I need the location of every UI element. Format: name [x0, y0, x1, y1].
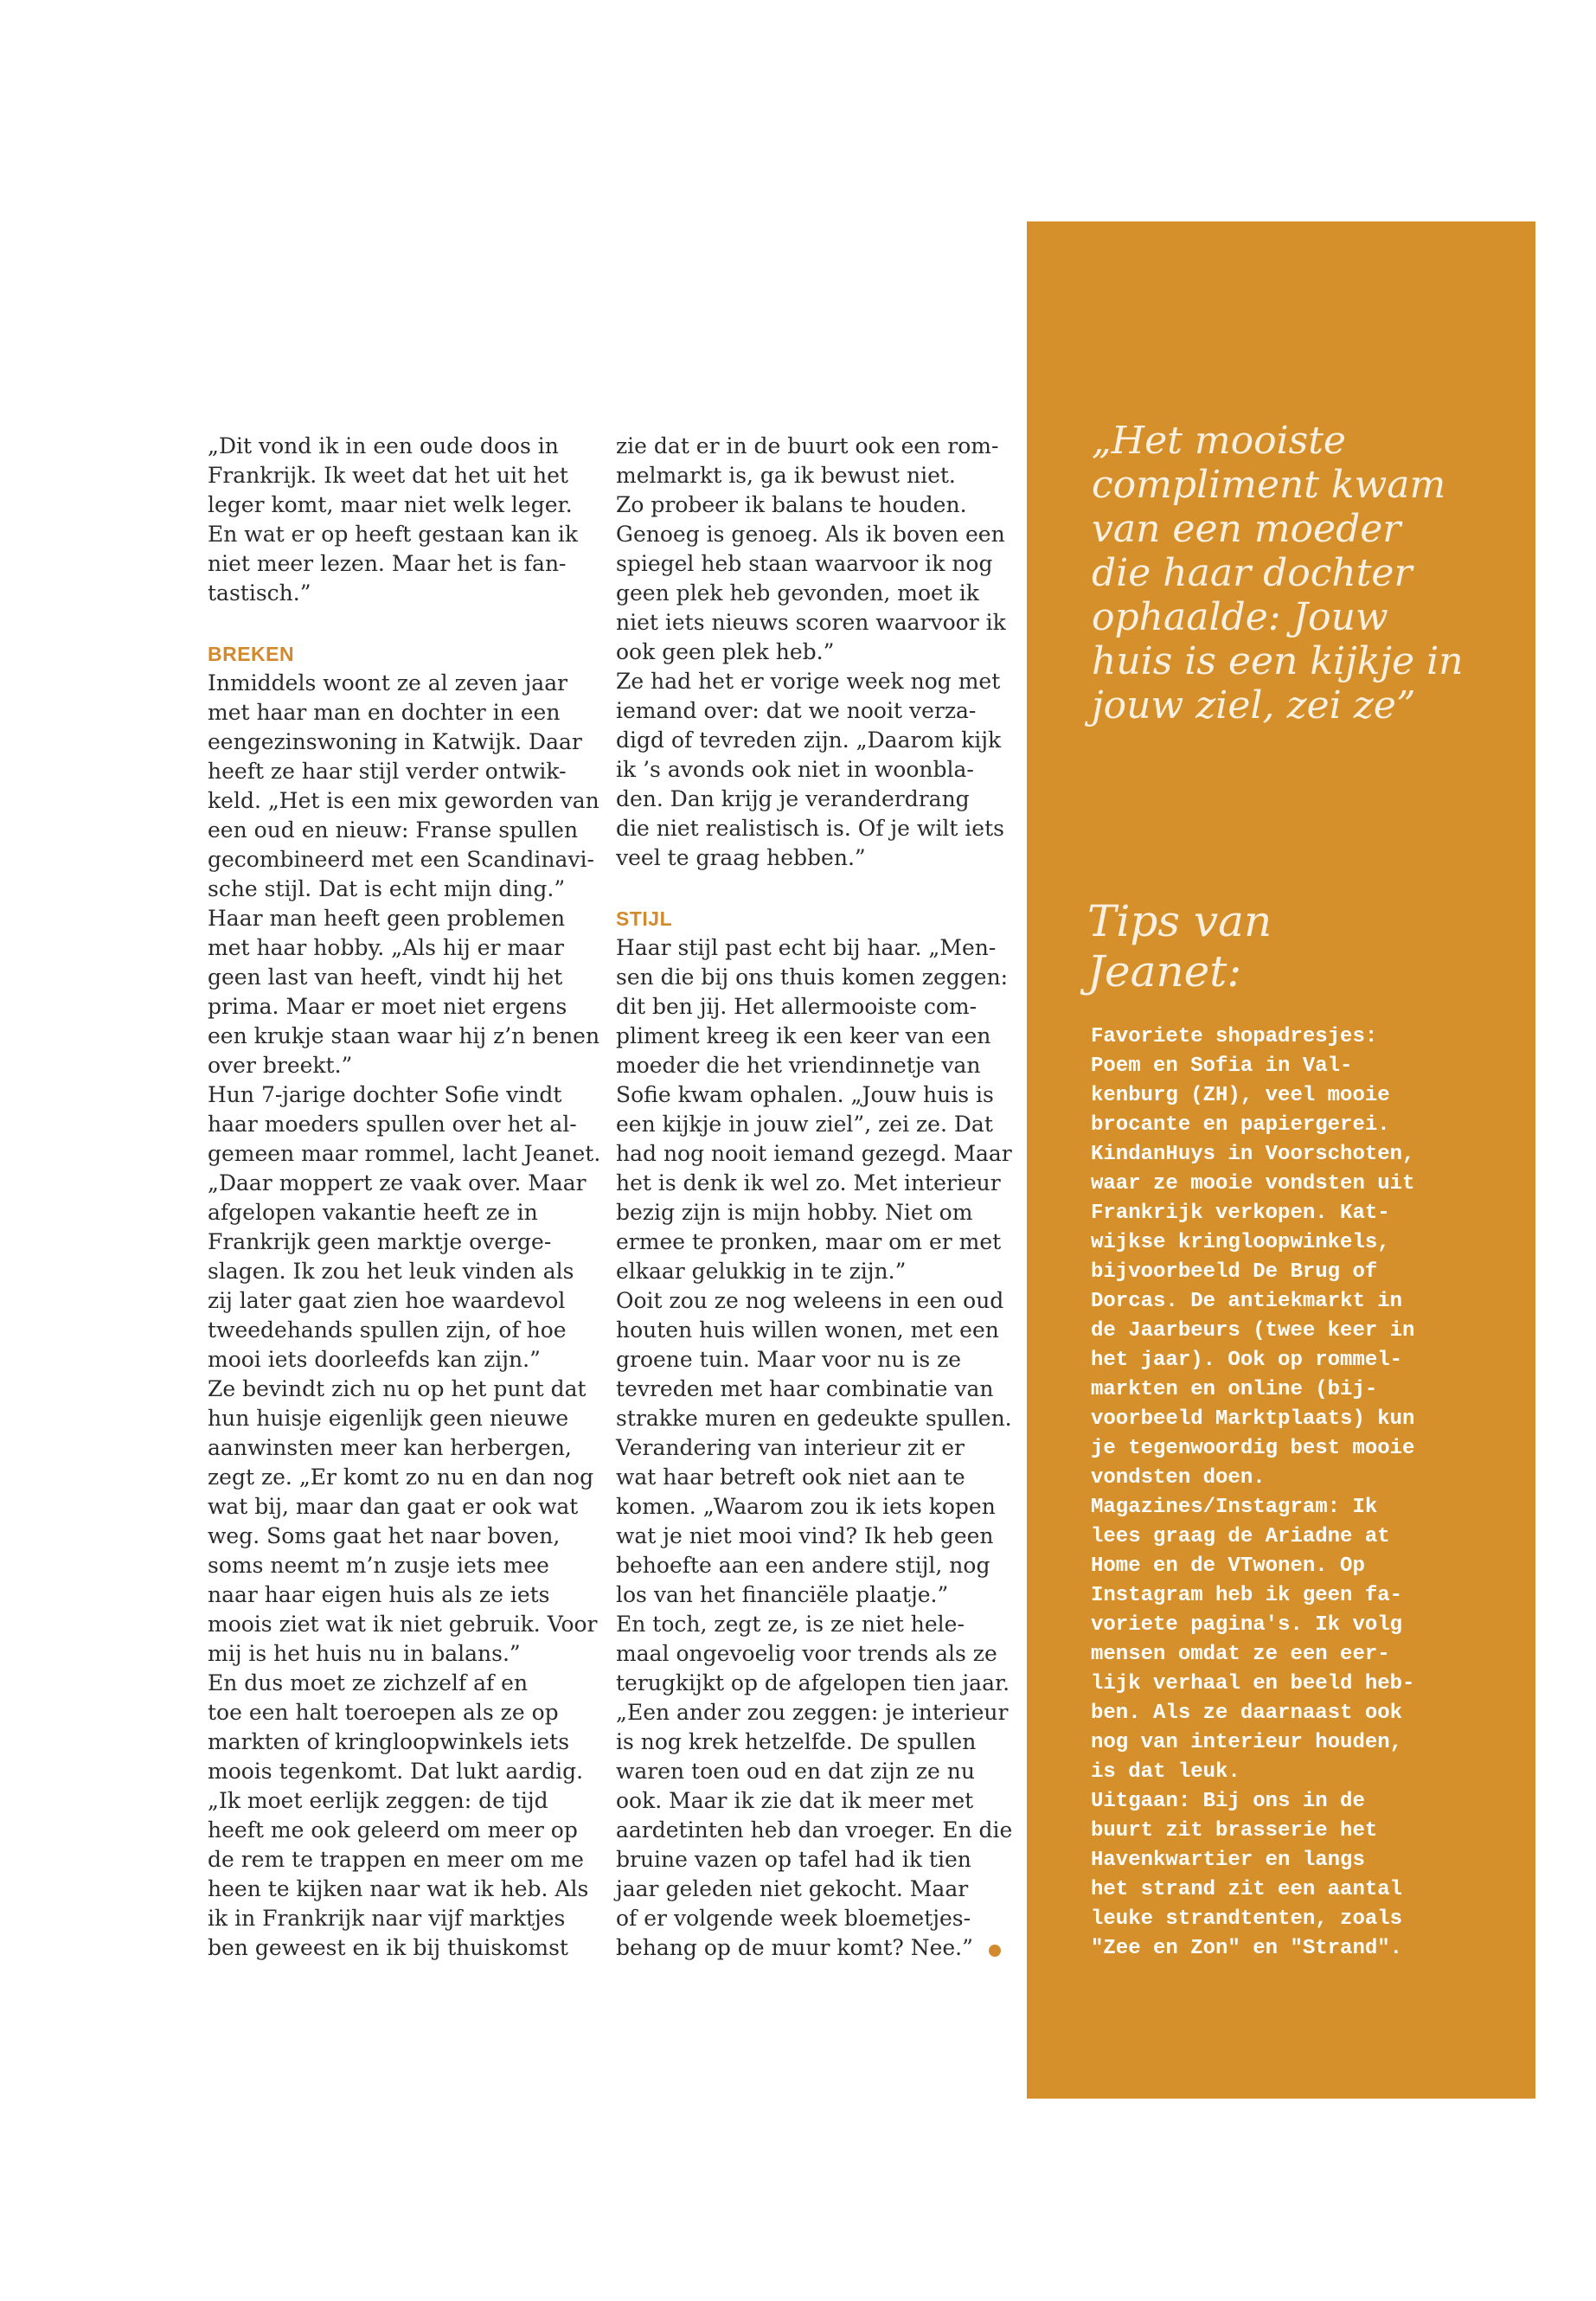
text-line: melmarkt is, ga ik bewust niet.	[616, 463, 956, 488]
tips-line: Frankrijk verkopen. Kat-	[1091, 1202, 1390, 1225]
text-line: jaar geleden niet gekocht. Maar	[616, 1876, 969, 1901]
tips-line: het jaar). Ook op rommel-	[1091, 1349, 1403, 1372]
text-line: „Dit vond ik in een oude doos in	[208, 433, 559, 458]
tips-line: buurt zit brasserie het	[1091, 1819, 1378, 1843]
tips-title	[1087, 896, 1503, 997]
pull-quote-line: „Het mooiste	[1092, 419, 1346, 463]
text-line: Frankrijk. Ik weet dat het uit het	[208, 463, 568, 488]
text-line: groene tuin. Maar voor nu is ze	[616, 1347, 962, 1372]
tips-line: lijk verhaal en beeld heb-	[1091, 1672, 1415, 1695]
tips-line: Instagram heb ik geen fa-	[1091, 1584, 1403, 1607]
tips-line: is dat leuk.	[1091, 1760, 1240, 1784]
text-line: gecombineerd met een Scandinavi-	[208, 847, 594, 872]
text-line: wat haar betreft ook niet aan te	[616, 1465, 965, 1490]
tips-line: nog van interieur houden,	[1091, 1731, 1403, 1754]
text-line: behoefte aan een andere stijl, nog	[616, 1553, 990, 1578]
text-line: of er volgende week bloemetjes-	[616, 1906, 971, 1931]
text-line: Inmiddels woont ze al zeven jaar	[208, 670, 568, 695]
text-line: wat bij, maar dan gaat er ook wat	[208, 1494, 579, 1519]
tips-line: markten en online (bij-	[1091, 1378, 1378, 1401]
text-line: elkaar gelukkig in te zijn.”	[616, 1259, 907, 1284]
text-line: met haar man en dochter in een	[208, 700, 561, 725]
section-heading: STIJL	[616, 907, 673, 930]
tips-line: mensen omdat ze een eer-	[1091, 1643, 1390, 1666]
text-line: geen last van heeft, vindt hij het	[208, 965, 563, 990]
text-line: Frankrijk geen marktje overge-	[208, 1229, 552, 1254]
text-line: toe een halt toeroepen als ze op	[208, 1700, 559, 1725]
tips-line: Dorcas. De antiekmarkt in	[1091, 1290, 1403, 1313]
end-mark-dot-icon	[989, 1945, 1001, 1957]
text-line: die niet realistisch is. Of je wilt iets	[616, 816, 1004, 841]
text-line: tevreden met haar combinatie van	[616, 1376, 994, 1401]
section-heading: BREKEN	[208, 643, 295, 665]
text-line: sche stijl. Dat is echt mijn ding.”	[208, 876, 566, 901]
text-line: moois ziet wat ik niet gebruik. Voor	[208, 1612, 598, 1637]
tips-line: voorbeeld Marktplaats) kun	[1091, 1407, 1415, 1431]
text-line: heen te kijken naar wat ik heb. Als	[208, 1876, 589, 1901]
text-line: spiegel heb staan waarvoor ik nog	[616, 551, 993, 576]
text-line: komen. „Waarom zou ik iets kopen	[616, 1494, 996, 1519]
paragraph-gap	[208, 608, 588, 638]
text-line: ben geweest en ik bij thuiskomst	[208, 1935, 568, 1960]
pull-quote-line: jouw ziel, zei ze”	[1092, 683, 1416, 727]
pull-quote-line: van een moeder	[1092, 507, 1401, 551]
text-line: digd of tevreden zijn. „Daarom kijk	[616, 727, 1002, 753]
tips-list	[1091, 1022, 1523, 1964]
text-line: los van het financiële plaatje.”	[616, 1582, 949, 1607]
text-line: waren toen oud en dat zijn ze nu	[616, 1759, 975, 1784]
text-line: aardetinten heb dan vroeger. En die	[616, 1817, 1013, 1843]
article-line-end	[616, 1933, 997, 1963]
tips-line: wijkse kringloopwinkels,	[1091, 1231, 1390, 1254]
text-line: mooi iets doorleefds kan zijn.”	[208, 1347, 541, 1372]
text-line: bruine vazen op tafel had ik tien	[616, 1847, 971, 1872]
text-line: ook. Maar ik zie dat ik meer met	[616, 1788, 974, 1813]
text-line: Hun 7-jarige dochter Sofie vindt	[208, 1082, 562, 1107]
tips-line: je tegenwoordig best mooie	[1091, 1437, 1415, 1460]
text-line: slagen. Ik zou het leuk vinden als	[208, 1259, 574, 1284]
text-line: dit ben jij. Het allermooiste com-	[616, 994, 977, 1019]
text-line: naar haar eigen huis als ze iets	[208, 1582, 550, 1607]
text-line: iemand over: dat we nooit verza-	[616, 698, 977, 723]
text-line: Verandering van interieur zit er	[616, 1435, 965, 1460]
text-line: eengezinswoning in Katwijk. Daar	[208, 729, 582, 754]
text-line: pliment kreeg ik een keer van een	[616, 1023, 991, 1048]
text-line: En toch, zegt ze, is ze niet hele-	[616, 1612, 965, 1637]
pull-quote-line: compliment kwam	[1092, 463, 1446, 507]
pull-quote-line: ophaalde: Jouw	[1092, 595, 1388, 639]
tips-line: ben. Als ze daarnaast ook	[1091, 1702, 1403, 1725]
text-line: bezig zijn is mijn hobby. Niet om	[616, 1200, 973, 1225]
text-line: „Een ander zou zeggen: je interieur	[616, 1700, 1009, 1725]
text-line: sen die bij ons thuis komen zeggen:	[616, 965, 1009, 990]
text-line: de rem te trappen en meer om me	[208, 1847, 584, 1872]
text-line: Haar man heeft geen problemen	[208, 906, 566, 931]
text-line: soms neemt m’n zusje iets mee	[208, 1553, 549, 1578]
text-line: markten of kringloopwinkels iets	[208, 1729, 570, 1754]
text-line: behang op de muur komt? Nee.”	[616, 1935, 973, 1960]
text-line: weg. Soms gaat het naar boven,	[208, 1523, 561, 1548]
text-line: niet iets nieuws scoren waarvoor ik	[616, 610, 1006, 635]
text-line: wat je niet mooi vind? Ik heb geen	[616, 1523, 994, 1548]
text-line: strakke muren en gedeukte spullen.	[616, 1406, 1012, 1431]
text-line: ook geen plek heb.”	[616, 639, 835, 664]
tips-title-line: Tips van	[1087, 896, 1272, 946]
tips-line: Uitgaan: Bij ons in de	[1091, 1790, 1365, 1813]
text-line: Zo probeer ik balans te houden.	[616, 492, 967, 517]
text-line: veel te graag hebben.”	[616, 845, 866, 870]
text-line: leger komt, maar niet welk leger.	[208, 492, 573, 517]
tips-title-line: Jeanet:	[1087, 946, 1242, 997]
text-line: had nog nooit iemand gezegd. Maar	[616, 1141, 1012, 1166]
tips-line: waar ze mooie vondsten uit	[1091, 1172, 1415, 1195]
text-line: tweedehands spullen zijn, of hoe	[208, 1317, 567, 1343]
text-line: zie dat er in de buurt ook een rom-	[616, 433, 999, 458]
text-line: een krukje staan waar hij z’n benen	[208, 1023, 600, 1048]
pull-quote	[1092, 419, 1524, 727]
tips-line: kenburg (ZH), veel mooie	[1091, 1084, 1390, 1107]
pull-quote-line: huis is een kijkje in	[1092, 639, 1464, 683]
text-line: aanwinsten meer kan herbergen,	[208, 1435, 572, 1460]
tips-line: de Jaarbeurs (twee keer in	[1091, 1319, 1415, 1343]
tips-line: Favoriete shopadresjes:	[1091, 1025, 1378, 1048]
article-column-1	[208, 432, 601, 1963]
text-line: En dus moet ze zichzelf af en	[208, 1670, 529, 1695]
text-line: is nog krek hetzelfde. De spullen	[616, 1729, 977, 1754]
text-line: Genoeg is genoeg. Als ik boven een	[616, 522, 1005, 547]
text-line: hun huisje eigenlijk geen nieuwe	[208, 1406, 569, 1431]
paragraph-gap	[616, 873, 997, 902]
text-line: een oud en nieuw: Franse spullen	[208, 817, 579, 843]
text-line: ik ’s avonds ook niet in woonbla-	[616, 757, 974, 782]
text-line: ik in Frankrijk naar vijf marktjes	[208, 1906, 566, 1931]
text-line: een kijkje in jouw ziel”, zei ze. Dat	[616, 1112, 993, 1137]
pull-quote-line: die haar dochter	[1092, 551, 1413, 595]
tips-line: KindanHuys in Voorschoten,	[1091, 1143, 1415, 1166]
text-line: maal ongevoelig voor trends als ze	[616, 1641, 997, 1666]
text-line: heeft me ook geleerd om meer op	[208, 1817, 578, 1843]
tips-line: bijvoorbeeld De Brug of	[1091, 1260, 1378, 1284]
text-line: zegt ze. „Er komt zo nu en dan nog	[208, 1465, 594, 1490]
text-line: mij is het huis nu in balans.”	[208, 1641, 521, 1666]
text-line: over breekt.”	[208, 1053, 353, 1078]
text-line: heeft ze haar stijl verder ontwik-	[208, 759, 567, 784]
tips-line: "Zee en Zon" en "Strand".	[1091, 1937, 1403, 1960]
tips-line: brocante en papiergerei.	[1091, 1113, 1390, 1137]
text-line: gemeen maar rommel, lacht Jeanet.	[208, 1141, 601, 1166]
text-line: terugkijkt op de afgelopen tien jaar.	[616, 1670, 1010, 1695]
text-line: den. Dan krijg je veranderdrang	[616, 786, 970, 811]
text-line: geen plek heb gevonden, moet ik	[616, 580, 979, 606]
text-line: Ze had het er vorige week nog met	[616, 669, 1001, 694]
text-line: Ze bevindt zich nu op het punt dat	[208, 1376, 586, 1401]
text-line: En wat er op heeft gestaan kan ik	[208, 522, 579, 547]
text-line: Sofie kwam ophalen. „Jouw huis is	[616, 1082, 994, 1107]
tips-line: voriete pagina's. Ik volg	[1091, 1613, 1403, 1637]
text-line: zij later gaat zien hoe waardevol	[208, 1288, 566, 1313]
text-line: met haar hobby. „Als hij er maar	[208, 935, 564, 960]
tips-line: Poem en Sofia in Val-	[1091, 1054, 1353, 1078]
text-line: „Ik moet eerlijk zeggen: de tijd	[208, 1788, 548, 1813]
text-line: het is denk ik wel zo. Met interieur	[616, 1170, 1001, 1195]
text-line: ermee te pronken, maar om er met	[616, 1229, 1002, 1254]
tips-line: Havenkwartier en langs	[1091, 1849, 1365, 1872]
text-line: prima. Maar er moet niet ergens	[208, 994, 567, 1019]
text-line: tastisch.”	[208, 580, 311, 606]
tips-line: Magazines/Instagram: Ik	[1091, 1496, 1378, 1519]
sidebar-box	[1027, 221, 1535, 2099]
text-line: moois tegenkomt. Dat lukt aardig.	[208, 1759, 584, 1784]
tips-line: leuke strandtenten, zoals	[1091, 1907, 1403, 1931]
tips-line: het strand zit een aantal	[1091, 1878, 1403, 1901]
article-column-2	[616, 432, 1013, 1963]
text-line: Haar stijl past echt bij haar. „Men-	[616, 935, 997, 960]
tips-line: vondsten doen.	[1091, 1466, 1266, 1490]
text-line: keld. „Het is een mix geworden van	[208, 788, 599, 813]
text-line: „Daar moppert ze vaak over. Maar	[208, 1170, 586, 1195]
text-line: afgelopen vakantie heeft ze in	[208, 1200, 538, 1225]
tips-line: Home en de VTwonen. Op	[1091, 1554, 1365, 1578]
text-line: houten huis willen wonen, met een	[616, 1317, 999, 1343]
text-line: moeder die het vriendinnetje van	[616, 1053, 981, 1078]
tips-line: lees graag de Ariadne at	[1091, 1525, 1390, 1548]
text-line: Ooit zou ze nog weleens in een oud	[616, 1288, 1004, 1313]
text-line: niet meer lezen. Maar het is fan-	[208, 551, 567, 576]
text-line: haar moeders spullen over het al-	[208, 1112, 577, 1137]
